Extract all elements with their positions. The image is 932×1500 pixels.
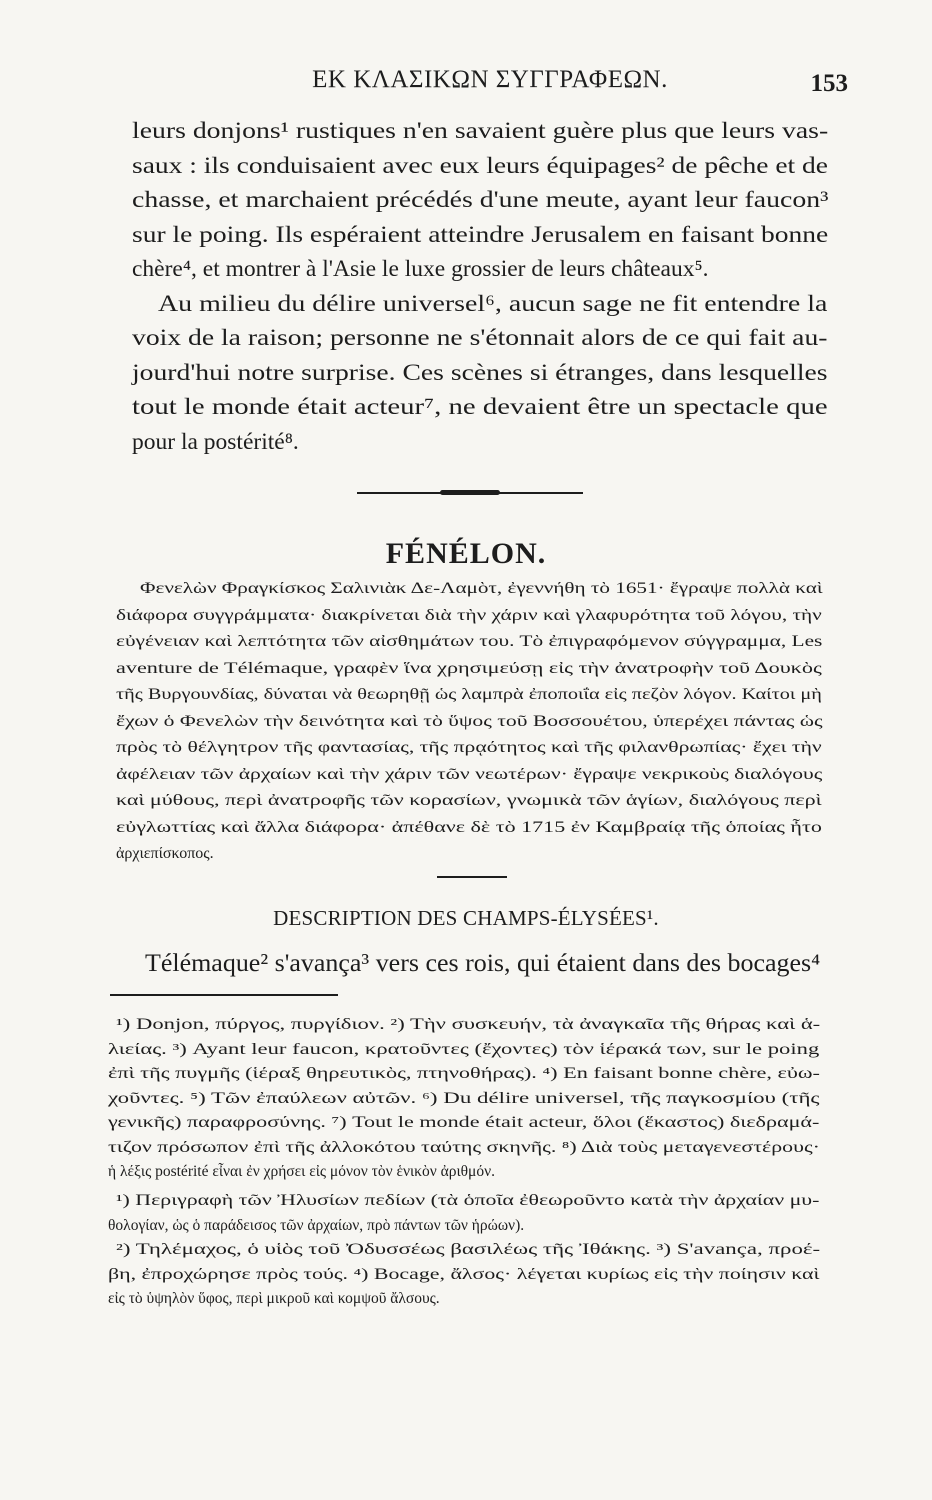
footnote-line: θολογίαν, ὡς ὁ παράδεισος τῶν ἀρχαίων, πρὸ πάντων τῶν ἡρώων). <box>108 1216 525 1234</box>
footnote-line: χοῦντες. ⁵) Τῶν ἐπαύλεων αὐτῶν. ⁶) Du délire universel, τῆς παγκοσμίου (τῆς <box>108 1089 820 1107</box>
bio-line: Φενελὼν Φραγκίσκος Σαλινιὰκ Δε-Λαμὸτ, ἐγεννήθη τὸ 1651· ἔγραψε πολλὰ καὶ <box>140 580 823 597</box>
footnote-line: ¹) Περιγραφὴ τῶν Ἠλυσίων πεδίων (τὰ ὁποῖα ἐθεωροῦντο κατὰ τὴν ἀρχαίαν μυ- <box>116 1192 820 1209</box>
chapter-title: DESCRIPTION DES CHAMPS-ÉLYSÉES¹. <box>273 906 659 930</box>
passage-line: jourd'hui notre surprise. Ces scènes si étranges, dans lesquelles <box>132 359 828 386</box>
passage-line: Au milieu du délire universel⁶, aucun sage ne fit entendre la <box>158 290 828 317</box>
author-heading: FÉNÉLON. <box>385 537 547 570</box>
passage-line: leurs donjons¹ rustiques n'en savaient guère plus que leurs vas- <box>132 118 829 144</box>
passage-line: voix de la raison; personne ne s'étonnait alors de ce qui fait au- <box>132 325 828 351</box>
footnote-line: εἰς τὸ ὑψηλὸν ὕφος, περὶ μικροῦ καὶ κομψοῦ ἄλσους. <box>108 1290 440 1307</box>
bio-line: ἀρχιεπίσκοπος. <box>116 845 214 862</box>
passage-line: chasse, et marchaient précédés d'une meute, ayant leur faucon³ <box>132 187 829 213</box>
passage-line: sur le poing. Ils espéraient atteindre Jerusalem en faisant bonne <box>132 221 829 248</box>
chapter-text-line: Télémaque² s'avança³ vers ces rois, qui étaient dans des bocages⁴ <box>145 950 821 977</box>
bio-line: aventure de Télémaque, γραφὲν ἵνα χρησιμεύσῃ εἰς τὴν ἀνατροφὴν τοῦ Δουκὸς <box>116 659 822 677</box>
section-divider-ornament <box>440 490 500 495</box>
footnote-line: βη, ἐπροχώρησε πρὸς τούς. ⁴) Bocage, ἄλσος· λέγεται κυρίως εἰς τὴν ποίησιν καὶ <box>108 1265 820 1283</box>
bio-line: διάφορα συγγράμματα· διακρίνεται διὰ τὴν χάριν καὶ γλαφυρότητα τοῦ λόγου, τὴν <box>116 606 822 624</box>
running-header: ΕΚ ΚΛΑΣΙΚΩΝ ΣΥΓΓΡΑΦΕΩΝ. <box>312 66 668 93</box>
bio-line: τῆς Βυργουνδίας, δύναται νὰ θεωρηθῇ ὡς λαμπρὰ ἐποποιΐα εἰς πεζὸν λόγον. Καίτοι μὴ <box>116 686 822 703</box>
footnote-line: τιζον πρόσωπον ἐπὶ τῆς ἀλλοκότου ταύτης σκηνῆς. ⁸) Διὰ τοὺς μεταγενεστέρους· <box>108 1138 820 1156</box>
footnote-line: ἡ λέξις postérité εἶναι ἐν χρήσει εἰς μόνον τὸν ἑνικὸν ἀριθμόν. <box>108 1163 496 1180</box>
footnote-line: ἐπὶ τῆς πυγμῆς (ἱέραξ θηρευτικὸς, πτηνοθήρας). ⁴) En faisant bonne chère, εὐω- <box>108 1065 820 1082</box>
bio-line: ἀφέλειαν τῶν ἀρχαίων καὶ τὴν χάριν τῶν νεωτέρων· ἔγραψε νεκρικοὺς διαλόγους <box>116 765 823 783</box>
passage-line: tout le monde était acteur⁷, ne devaient être un spectacle que <box>132 394 828 420</box>
footnote-line: λιείας. ³) Ayant leur faucon, κρατοῦντες (ἔχοντες) τὸν ἱέρακά των, sur le poing <box>108 1040 820 1058</box>
bio-line: εὐγένειαν καὶ λεπτότητα τῶν αἰσθημάτων του. Τὸ ἐπιγραφόμενον σύγγραμμα, Les <box>116 633 823 650</box>
footnote-line: ¹) Donjon, πύργος, πυργίδιον. ²) Τὴν συσκευήν, τὰ ἀναγκαῖα τῆς θήρας καὶ ἁ- <box>116 1016 821 1033</box>
passage-line: chère⁴, et montrer à l'Asie le luxe grossier de leurs châteaux⁵. <box>132 256 709 282</box>
bio-line: καὶ μύθους, περὶ ἀνατροφῆς τῶν κορασίων, γνωμικὰ τῶν ἁγίων, διαλόγους περὶ <box>116 792 822 809</box>
footnote-line: γενικῆς) παραφροσύνης. ⁷) Tout le monde était acteur, ὅλοι (ἕκαστος) διεδραμά- <box>108 1114 820 1131</box>
footnote-line: ²) Τηλέμαχος, ὁ υἱὸς τοῦ Ὀδυσσέως βασιλέως τῆς Ἰθάκης. ³) S'avança, προέ- <box>116 1241 821 1258</box>
page-number: 153 <box>810 70 848 97</box>
bio-line: ἔχων ὁ Φενελὼν τὴν δεινότητα καὶ τὸ ὕψος τοῦ Βοσσουέτου, ὑπερέχει πάντας ὡς <box>116 712 823 730</box>
short-divider <box>437 876 507 878</box>
footnote-rule <box>110 994 338 996</box>
bio-line: πρὸς τὸ θέλγητρον τῆς φαντασίας, τῆς πρᾳότητος καὶ τῆς φιλανθρωπίας· ἔχει τὴν <box>116 739 822 756</box>
bio-line: εὐγλωττίας καὶ ἄλλα διάφορα· ἀπέθανε δὲ τὸ 1715 ἐν Καμβραίᾳ τῆς ὁποίας ἦτο <box>116 818 822 836</box>
passage-line: pour la postérité⁸. <box>132 428 299 455</box>
passage-line: saux : ils conduisaient avec eux leurs équipages² de pêche et de <box>132 152 828 179</box>
